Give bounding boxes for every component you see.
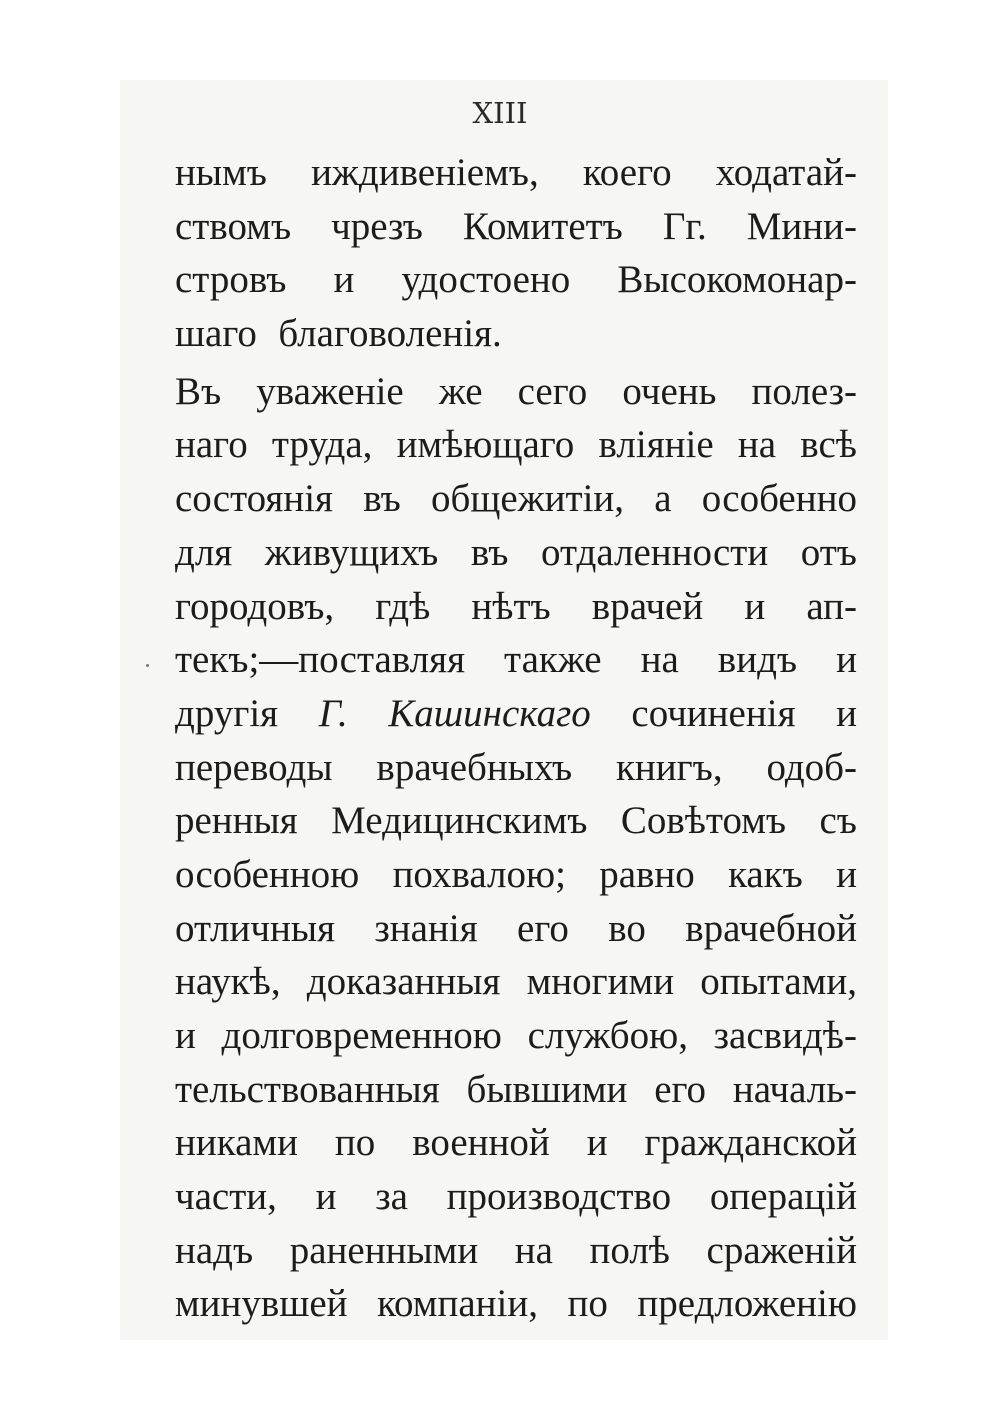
word: ствомъ: [175, 204, 292, 248]
word: и: [836, 638, 857, 682]
word: удостоено: [401, 258, 571, 302]
word: также: [504, 638, 602, 682]
word: отъ: [800, 530, 857, 574]
text-line: [175, 1277, 857, 1331]
text-line: [175, 741, 857, 795]
word: гдѣ: [375, 584, 431, 628]
text-line: [175, 146, 857, 200]
word: началь-: [732, 1067, 857, 1111]
text-line: [175, 418, 857, 472]
word: никами: [175, 1121, 298, 1165]
word: и: [175, 1014, 196, 1057]
word: особенною: [175, 852, 360, 896]
word: въ: [470, 530, 509, 574]
word: съ: [819, 799, 857, 843]
text-line: [175, 1224, 857, 1278]
word: во: [608, 906, 646, 950]
word: наукѣ,: [175, 960, 281, 1004]
word: состоянiя: [175, 477, 333, 521]
word: и: [836, 691, 857, 735]
word: сраженiй: [706, 1228, 857, 1272]
word: Мини-: [746, 204, 857, 248]
text-line: [175, 253, 857, 307]
text-line: [175, 633, 857, 687]
word: другiя: [175, 691, 279, 735]
word: ходатай-: [715, 151, 857, 194]
word: многими: [526, 960, 675, 1004]
word: и: [586, 1121, 608, 1165]
word: на: [514, 1228, 553, 1272]
word: текъ;—поставляя: [175, 638, 466, 682]
word: наго: [175, 423, 248, 467]
text-line: [175, 1116, 857, 1170]
word: похвалою;: [392, 852, 566, 896]
word: доказанныя: [306, 960, 501, 1004]
word: полѣ: [589, 1228, 670, 1272]
text-line: [175, 365, 857, 419]
word: минувшей: [175, 1282, 348, 1326]
word: всѣ: [800, 423, 857, 467]
text-line: [175, 848, 857, 902]
word: имѣющаго: [396, 423, 575, 467]
word: иждивенiемъ,: [311, 151, 539, 194]
word: надъ: [175, 1228, 254, 1272]
word: отдаленности: [541, 530, 769, 574]
word: благоволенiя.: [278, 312, 502, 356]
word: и: [333, 258, 355, 302]
word: городовъ,: [175, 584, 335, 628]
text-line: [175, 687, 857, 741]
word: на: [640, 638, 679, 682]
word: за: [375, 1175, 408, 1219]
word: отличныя: [175, 906, 336, 950]
word: Медицинскимъ: [331, 799, 588, 843]
word: врачей: [591, 584, 704, 628]
ink-speck: [146, 664, 149, 667]
word: по: [334, 1121, 376, 1165]
word: на: [737, 423, 777, 467]
word: сего: [517, 369, 588, 413]
word: стровъ: [175, 258, 287, 302]
word: чрезъ: [331, 204, 423, 248]
word: Г.: [318, 691, 348, 735]
word: влiянiе: [598, 423, 714, 467]
word: нѣтъ: [471, 584, 551, 628]
word: Комитетъ: [462, 204, 623, 248]
word: полез-: [751, 369, 857, 413]
word: въ: [363, 477, 401, 521]
word: очень: [622, 369, 717, 413]
word: части,: [175, 1175, 277, 1219]
word: предложенiю: [637, 1282, 857, 1326]
word: одоб-: [766, 745, 857, 789]
word: знанiя: [374, 906, 478, 950]
word: шаго: [175, 312, 257, 356]
word: особенно: [701, 477, 857, 521]
word: по: [567, 1282, 608, 1326]
word: бывшими: [466, 1067, 628, 1111]
word: Кашинскаго: [388, 691, 591, 735]
word: книгъ,: [615, 745, 723, 789]
word: нымъ: [175, 151, 267, 194]
word: Совѣтомъ: [620, 799, 787, 843]
text-line: [175, 794, 857, 848]
word: тельствованныя: [175, 1067, 440, 1111]
word: операцiй: [709, 1175, 857, 1219]
word: производство: [446, 1175, 672, 1219]
text-line: [175, 580, 857, 634]
text-line: [175, 902, 857, 956]
word: живущихъ: [264, 530, 439, 574]
word: Высокомонар-: [617, 258, 857, 302]
word: и: [836, 852, 857, 896]
word: его: [654, 1067, 707, 1111]
word: труда,: [271, 423, 373, 467]
word: врачебныхъ: [376, 745, 573, 789]
word: врачебной: [685, 906, 857, 950]
text-line: [175, 526, 857, 580]
text-line: [175, 307, 857, 361]
word: опытами,: [700, 960, 857, 1004]
word: переводы: [175, 745, 333, 789]
word: раненными: [289, 1228, 479, 1272]
word: военной: [412, 1121, 550, 1165]
word: общежитiи,: [431, 477, 625, 521]
text-line: [175, 472, 857, 526]
word: ренныя: [175, 799, 298, 843]
word: гражданской: [644, 1121, 857, 1165]
word: засвидѣ-: [713, 1014, 857, 1057]
text-line: [175, 1009, 857, 1063]
word: Въ: [175, 369, 222, 413]
page-number: XIII: [472, 96, 528, 130]
word: уваженiе: [256, 369, 404, 413]
text-line: [175, 955, 857, 1009]
body-text: [175, 146, 857, 1331]
text-line: [175, 1063, 857, 1117]
word: ап-: [806, 584, 857, 628]
word: Гг.: [662, 204, 707, 248]
word: для: [175, 530, 233, 574]
word: долговременною: [221, 1014, 502, 1057]
word: видъ: [717, 638, 798, 682]
word: его: [517, 906, 569, 950]
word: и: [315, 1175, 337, 1219]
word: компанiи,: [377, 1282, 538, 1326]
word: а: [654, 477, 672, 521]
word: сочиненiя: [631, 691, 796, 735]
text-line: [175, 200, 857, 254]
word: же: [438, 369, 483, 413]
word: службою,: [527, 1014, 688, 1057]
text-line: [175, 1170, 857, 1224]
word: какъ: [728, 852, 803, 896]
word: коего: [582, 151, 672, 194]
word: и: [744, 584, 766, 628]
word: равно: [599, 852, 695, 896]
